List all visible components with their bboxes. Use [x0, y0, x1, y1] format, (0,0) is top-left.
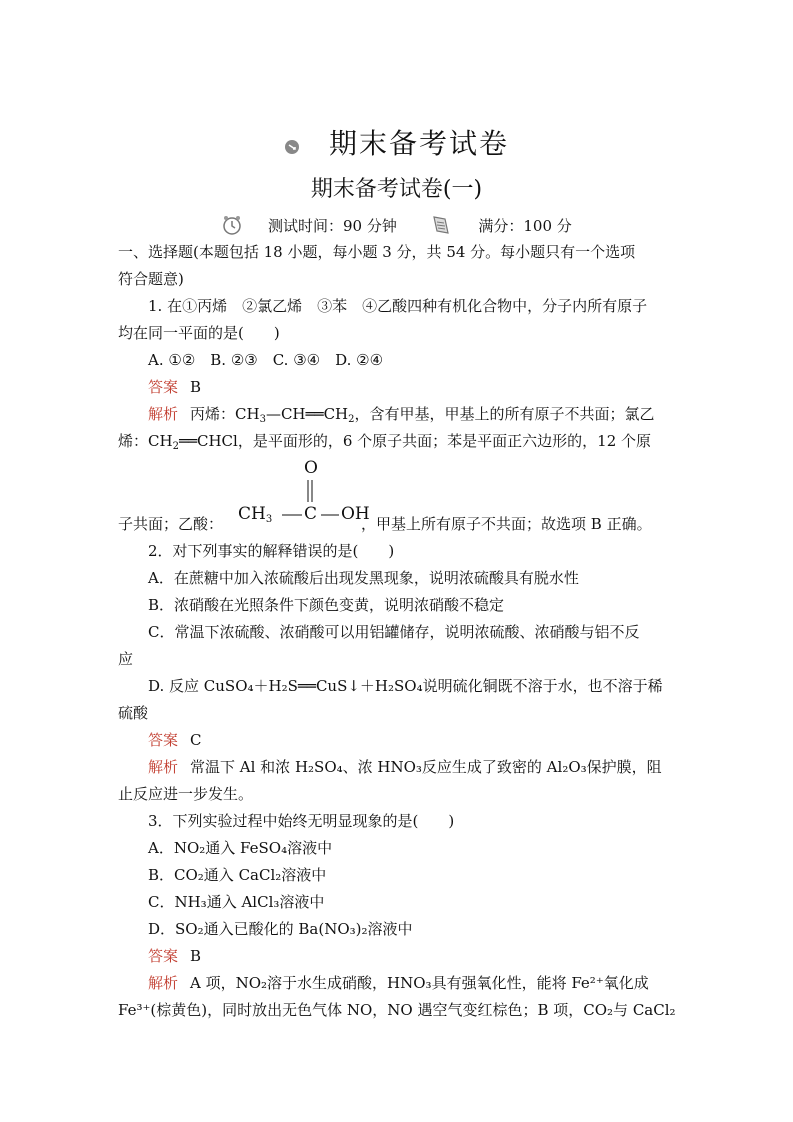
q3-option-a: A．NO₂通入 FeSO₄溶液中: [148, 839, 333, 857]
analysis-text: 常温下 Al 和浓 H₂SO₄、浓 HNO₃反应生成了致密的 Al₂O₃保护膜，阻: [190, 758, 662, 776]
answer-label: 答案: [148, 731, 179, 749]
analysis-text: 子共面；乙酸：: [118, 515, 224, 533]
exam-meta: [0, 214, 793, 240]
page-subtitle: 期末备考试卷(一): [310, 177, 483, 202]
analysis-text: —CH══CH: [265, 405, 349, 423]
test-time: 测试时间：90 分钟: [267, 217, 397, 235]
q2-analysis: [148, 757, 662, 777]
page-title-row: [0, 122, 793, 162]
q1-answer: [148, 377, 201, 397]
q3-option-d: D．SO₂通入已酸化的 Ba(NO₃)₂溶液中: [148, 920, 413, 938]
q2-option-d-cont: 硫酸: [118, 704, 149, 722]
analysis-text: ══CHCl，是平面形的，6 个原子共面；苯是平面正六边形的，12 个原: [178, 432, 652, 450]
q2-option-c-cont: 应: [118, 650, 134, 668]
q3-option-b: B．CO₂通入 CaCl₂溶液中: [148, 866, 327, 884]
q2-option-d: D. 反应 CuSO₄＋H₂S══CuS↓＋H₂SO₄说明硫化铜既不溶于水，也不溶于稀: [148, 677, 663, 695]
q2-stem: 2．对下列事实的解释错误的是( ): [148, 542, 395, 560]
analysis-text: ，含有甲基，甲基上的所有原子不共面；氯乙: [354, 405, 655, 423]
q2-analysis-cont: 止反应进一步发生。: [118, 785, 254, 803]
alarm-clock-icon: [221, 214, 243, 240]
q2-option-a: A．在蔗糖中加入浓硫酸后出现发黑现象，说明浓硫酸具有脱水性: [148, 569, 579, 587]
page-title: 期末备考试卷: [328, 127, 509, 160]
analysis-text: 烯：CH: [118, 432, 173, 450]
section-heading: 一、选择题(本题包括 18 小题，每小题 3 分，共 54 分。每小题只有一个选项: [118, 243, 636, 261]
analysis-text: ，甲基上所有原子不共面；故选项 B 正确。: [361, 515, 652, 533]
q1-stem-cont: 均在同一平面的是( ): [118, 324, 280, 342]
formula-oh: OH: [341, 504, 370, 524]
formula-oxygen: O: [304, 458, 318, 478]
answer-value: C: [190, 731, 202, 749]
q3-stem: 3．下列实验过程中始终无明显现象的是( ): [148, 812, 455, 830]
bullet-icon: [284, 129, 300, 162]
analysis-label: 解析: [148, 405, 179, 423]
q1-analysis-cont: 烯：$CH_2══CHCl$，是平面形的，6 个原子共面；苯是平面正六边形的，12 个原: [118, 432, 652, 452]
q2-answer: [148, 730, 202, 750]
answer-value: B: [190, 378, 202, 396]
analysis-label: 解析: [148, 758, 179, 776]
formula-ch3: $CH_3$: [238, 504, 273, 525]
q1-analysis-formula-line: [118, 514, 652, 534]
formula-carbon: C: [304, 504, 318, 524]
analysis-text: 丙烯：CH: [190, 405, 260, 423]
analysis-label: 解析: [148, 974, 179, 992]
paper-icon: [430, 214, 452, 240]
q2-option-c: C．常温下浓硫酸、浓硝酸可以用铝罐储存，说明浓硫酸、浓硝酸与铝不反: [148, 623, 640, 641]
q3-answer: [148, 946, 201, 966]
answer-value: B: [190, 947, 202, 965]
q2-option-b: B．浓硝酸在光照条件下颜色变黄，说明浓硝酸不稳定: [148, 596, 505, 614]
analysis-text: A 项，NO₂溶于水生成硝酸，HNO₃具有强氧化性，能将 Fe²⁺氧化成: [190, 974, 649, 992]
q1-stem: 1. 在①丙烯 ②氯乙烯 ③苯 ④乙酸四种有机化合物中，分子内所有原子: [148, 297, 648, 315]
q3-analysis-cont: Fe³⁺(棕黄色)，同时放出无色气体 NO，NO 遇空气变红棕色；B 项，CO₂与 CaCl₂: [118, 1001, 676, 1019]
q1-options: A. ①② B. ②③ C. ③④ D. ②④: [148, 351, 384, 369]
q3-analysis: [148, 973, 649, 993]
answer-label: 答案: [148, 378, 179, 396]
full-score: 满分：100 分: [478, 217, 572, 235]
answer-label: 答案: [148, 947, 179, 965]
q1-analysis: 解析 丙烯：$CH_3—CH══CH_2$，含有甲基，甲基上的所有原子不共面；氯乙: [148, 405, 655, 425]
section-heading-cont: 符合题意): [118, 270, 184, 288]
q3-option-c: C．NH₃通入 AlCl₃溶液中: [148, 893, 325, 911]
